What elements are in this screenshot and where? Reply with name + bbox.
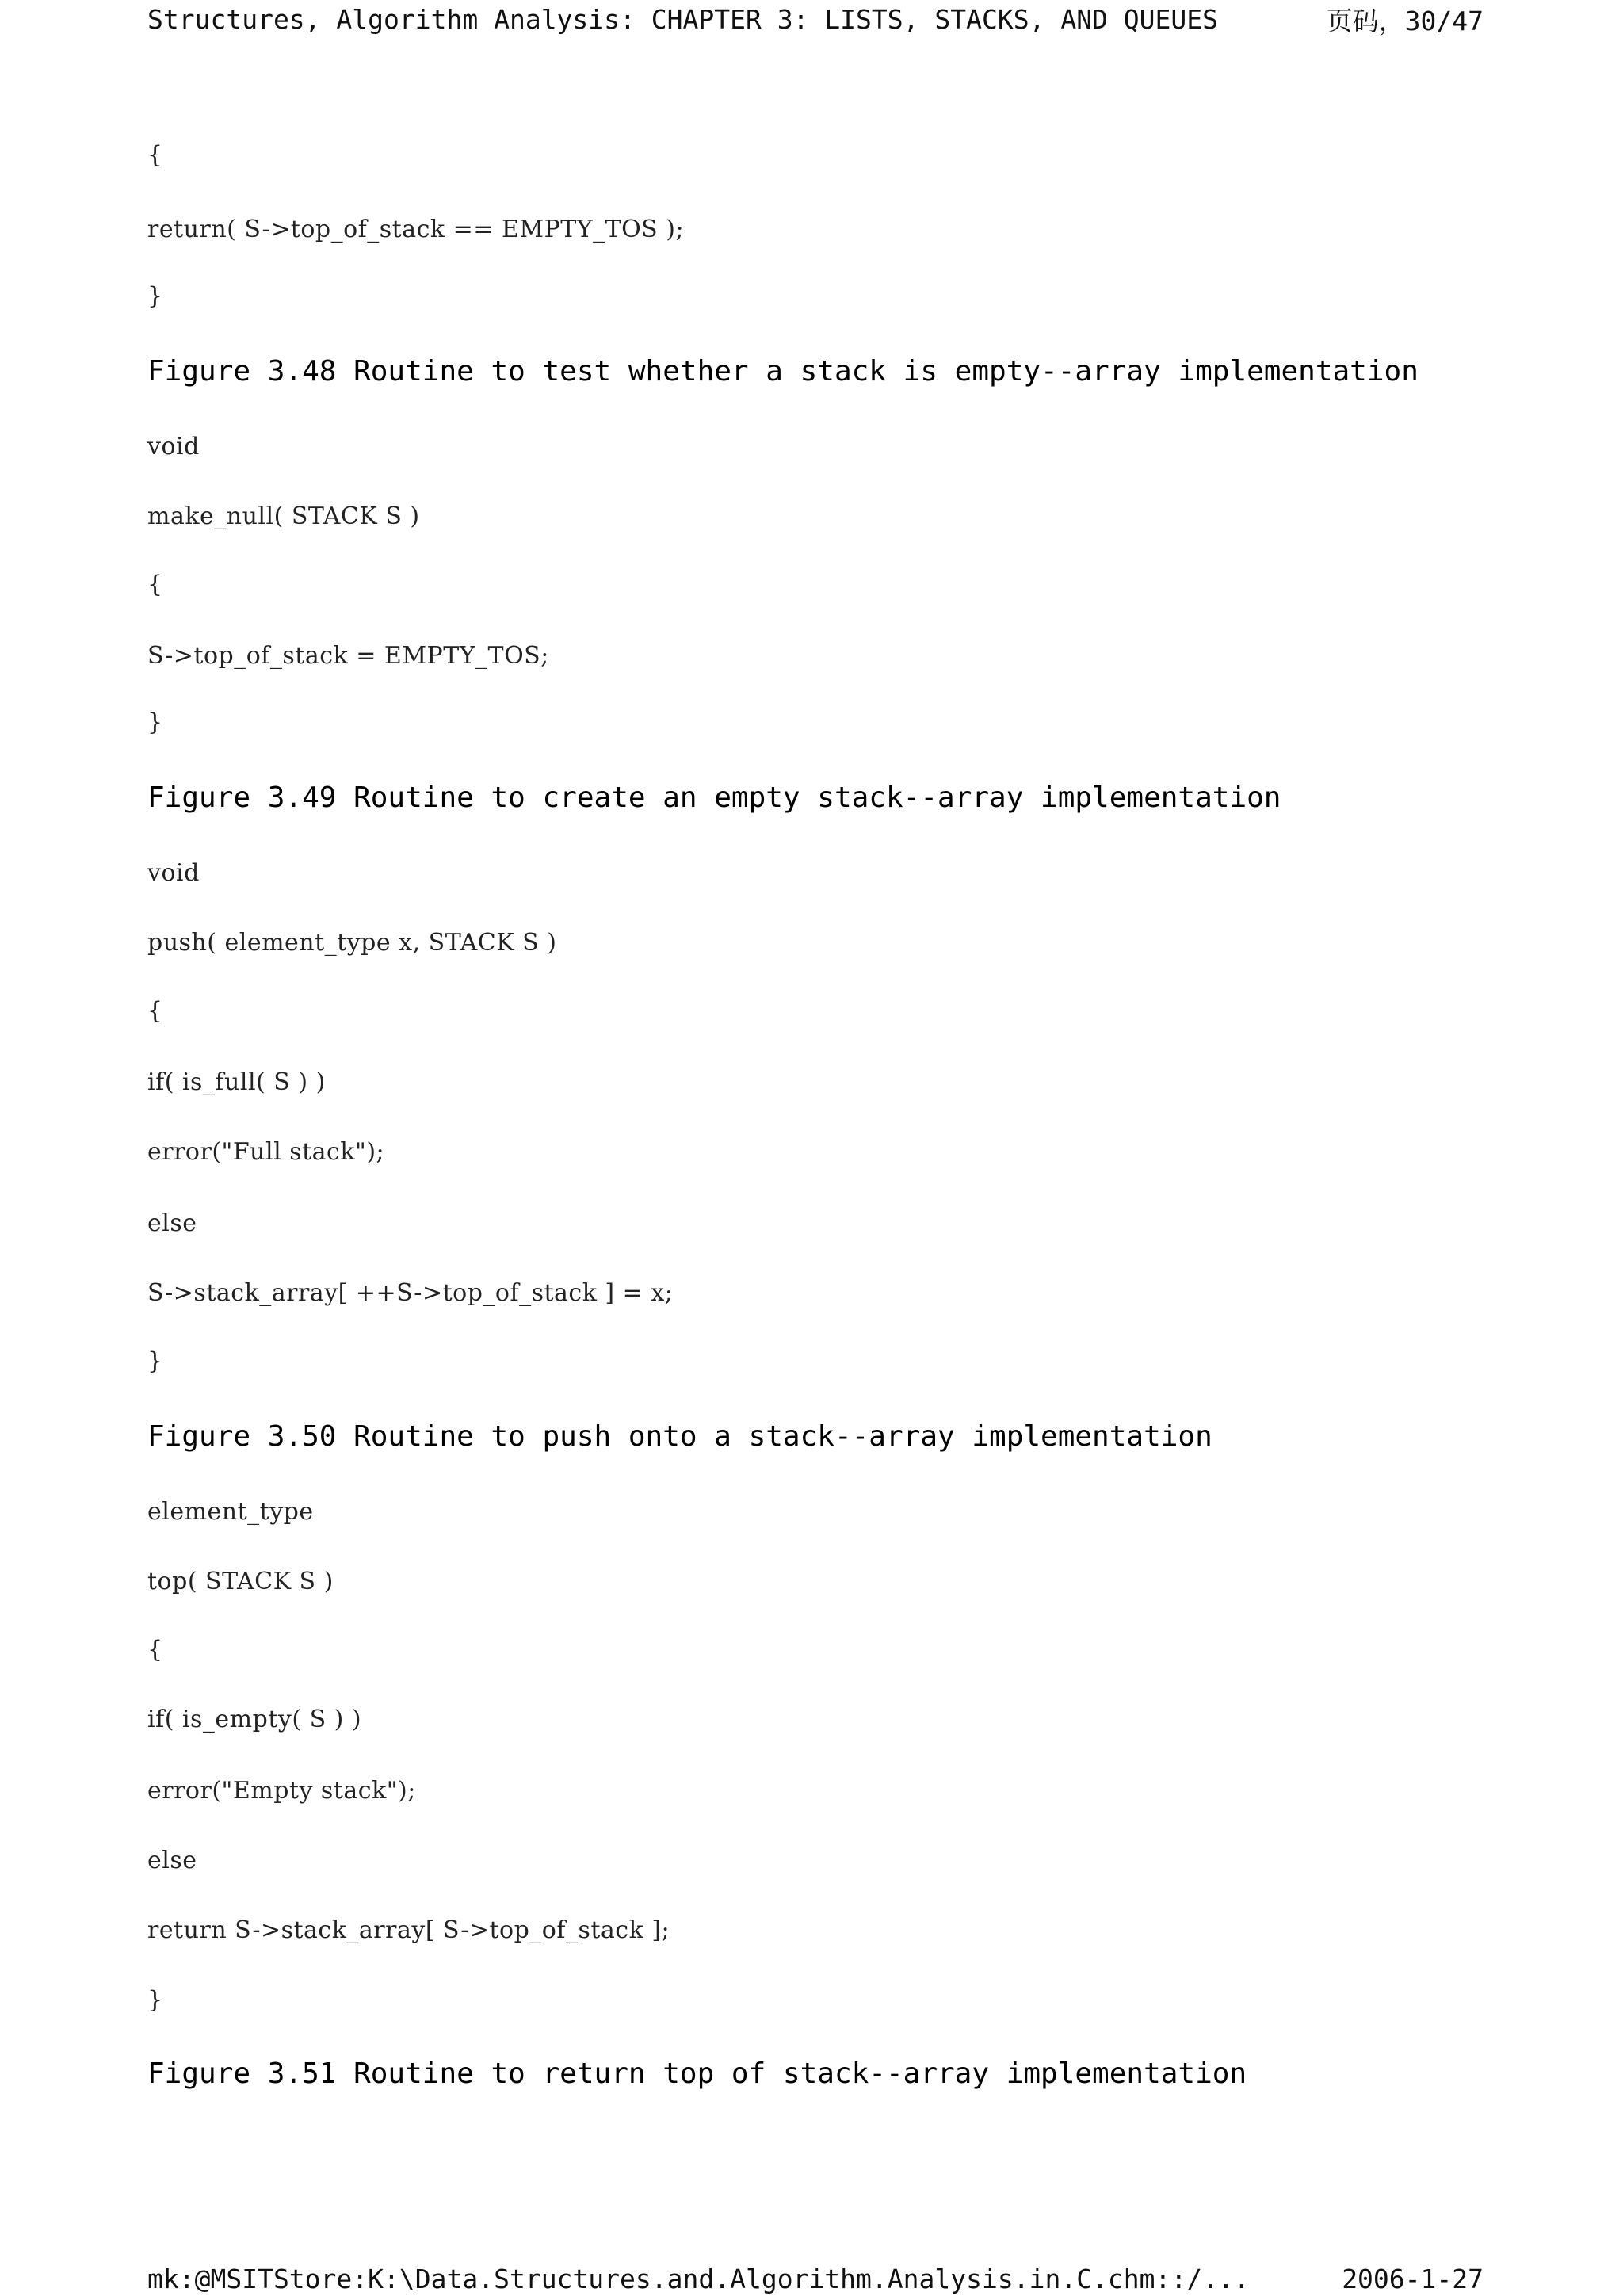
code-line: void bbox=[147, 433, 200, 460]
code-line: } bbox=[147, 1986, 163, 2014]
code-line: error("Full stack"); bbox=[147, 1138, 385, 1166]
code-line: make_null( STACK S ) bbox=[147, 502, 420, 530]
code-line: } bbox=[147, 282, 163, 310]
code-line: else bbox=[147, 1847, 197, 1874]
code-line: return S->stack_array[ S->top_of_stack ]; bbox=[147, 1916, 670, 1944]
code-line: { bbox=[147, 997, 163, 1025]
figure-caption: Figure 3.49 Routine to create an empty stack--array implementation bbox=[147, 781, 1281, 814]
code-line: { bbox=[147, 1636, 163, 1664]
code-line: S->top_of_stack = EMPTY_TOS; bbox=[147, 642, 549, 670]
document-title: Structures, Algorithm Analysis: CHAPTER 3: LISTS, STACKS, AND QUEUES bbox=[147, 3, 1219, 35]
code-line: element_type bbox=[147, 1498, 314, 1526]
page-number: 页码，30/47 bbox=[1326, 5, 1484, 36]
code-line: if( is_full( S ) ) bbox=[147, 1068, 326, 1096]
print-date: 2006-1-27 bbox=[1342, 2263, 1484, 2294]
code-line: } bbox=[147, 1347, 163, 1375]
code-line: { bbox=[147, 141, 163, 169]
code-line: top( STACK S ) bbox=[147, 1568, 334, 1595]
page-header bbox=[147, 3, 1484, 35]
figure-caption: Figure 3.51 Routine to return top of stack--array implementation bbox=[147, 2057, 1247, 2090]
code-line: return( S->top_of_stack == EMPTY_TOS ); bbox=[147, 216, 685, 243]
code-line: error("Empty stack"); bbox=[147, 1777, 416, 1805]
code-line: push( element_type x, STACK S ) bbox=[147, 929, 557, 957]
code-line: { bbox=[147, 571, 163, 598]
page-footer bbox=[147, 2263, 1484, 2294]
code-line: else bbox=[147, 1209, 197, 1237]
figure-caption: Figure 3.48 Routine to test whether a stack is empty--array implementation bbox=[147, 355, 1419, 388]
code-line: } bbox=[147, 709, 163, 736]
code-line: if( is_empty( S ) ) bbox=[147, 1706, 362, 1733]
source-path: mk:@MSITStore:K:\Data.Structures.and.Algorithm.Analysis.in.C.chm::/... bbox=[147, 2263, 1250, 2294]
code-line: S->stack_array[ ++S->top_of_stack ] = x; bbox=[147, 1279, 674, 1307]
figure-caption: Figure 3.50 Routine to push onto a stack--array implementation bbox=[147, 1420, 1212, 1453]
code-line: void bbox=[147, 859, 200, 887]
